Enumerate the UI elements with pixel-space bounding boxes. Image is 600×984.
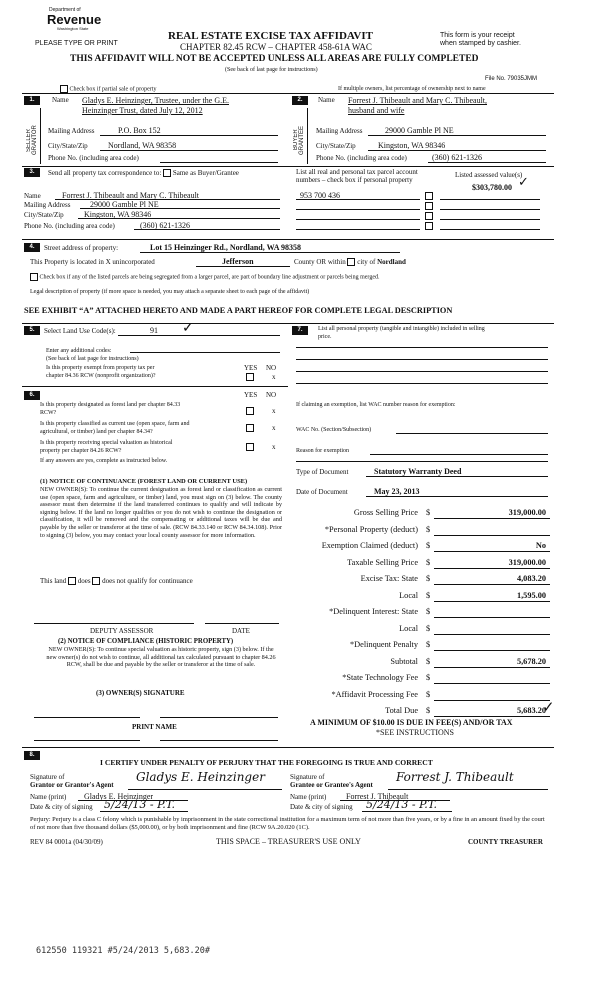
field-line xyxy=(434,535,550,536)
exempt-yes-checkbox[interactable] xyxy=(246,373,254,381)
field-line xyxy=(34,740,140,741)
fee-label: *Personal Property (deduct) xyxy=(324,524,418,534)
parcel-note-2: numbers – check box if personal property xyxy=(296,176,413,184)
exempt-no-x: x xyxy=(272,373,276,381)
seller-city: Nordland, WA 98358 xyxy=(108,141,177,150)
field-line xyxy=(366,476,548,477)
notice2-body: NEW OWNER(S): To continue special valuation as historic property, sign (3) below. If the new owner(s) do not wish to continue, all additional tax calculated pursuant to chapter 84.26 RCW, shall be due and payable by the seller or transferor at the time of sale. xyxy=(46,646,276,669)
field-line xyxy=(434,617,550,618)
grantor-date: 5/24/13 - P.T. xyxy=(104,798,176,811)
s6-yes: YES xyxy=(244,391,258,399)
does-not-checkbox[interactable] xyxy=(92,577,100,585)
land-use-checkmark-icon: ✓ xyxy=(182,321,194,336)
legal-desc-note: Legal description of property (if more space is needed, you may attach a separate sheet to each page of the affidavit) xyxy=(30,289,310,295)
parcel-checkbox[interactable] xyxy=(425,222,433,230)
fee-row xyxy=(296,558,552,572)
field-line xyxy=(434,716,550,717)
fee-label: Subtotal xyxy=(390,656,418,666)
fee-value: 319,000.00 xyxy=(508,557,546,567)
s6-q2b: agricultural, or timber) land per chapter 84.34? xyxy=(40,429,153,435)
section-4-number: 4. xyxy=(24,243,40,252)
field-line xyxy=(134,229,280,230)
does-checkbox[interactable] xyxy=(68,577,76,585)
notice2-title: (2) NOTICE OF COMPLIANCE (HISTORIC PROPERTY) xyxy=(58,638,234,645)
street-address: Lot 15 Heinzinger Rd., Nordland, WA 98358 xyxy=(150,243,302,252)
parcel-checkbox[interactable] xyxy=(425,202,433,210)
field-line xyxy=(434,700,550,701)
wac-label: WAC No. (Section/Subsection) xyxy=(296,427,372,433)
total-checkmark-icon: ✓ xyxy=(542,700,555,716)
reason-label: Reason for exemption xyxy=(296,448,349,454)
field-line xyxy=(160,740,278,741)
additional-codes: Enter any additional codes: xyxy=(46,348,112,354)
grantor-sig-label-1: Signature of xyxy=(30,773,65,781)
fee-row xyxy=(296,690,552,704)
buyer-name-line2: husband and wife xyxy=(348,106,405,115)
s3-city: Kingston, WA 98346 xyxy=(84,210,152,219)
forest-yes-checkbox[interactable] xyxy=(246,407,254,415)
divider xyxy=(40,108,41,164)
section-7-number: 7. xyxy=(292,326,308,335)
rev-number: REV 84 0001a (04/30/09) xyxy=(30,838,103,846)
assessed-checkmark-icon: ✓ xyxy=(518,174,529,189)
grantee-sig-label-2: Grantee or Grantee's Agent xyxy=(290,781,373,789)
form-title: REAL ESTATE EXCISE TAX AFFIDAVIT xyxy=(168,30,373,42)
field-line xyxy=(434,568,550,569)
divider xyxy=(22,323,554,324)
personal-prop-1: List all personal property (tangible and intangible) included in selling xyxy=(318,326,485,332)
section-2-number: 2. xyxy=(292,96,308,105)
field-line xyxy=(296,229,420,230)
divider xyxy=(22,747,554,748)
s5-no: NO xyxy=(266,364,277,372)
warning-line: THIS AFFIDAVIT WILL NOT BE ACCEPTED UNLESS ALL AREAS ARE FULLY COMPLETED xyxy=(70,54,479,64)
fee-dollar-sign: $ xyxy=(426,508,431,517)
fee-label: *State Technology Fee xyxy=(342,673,418,682)
fee-value: 4,083.20 xyxy=(516,574,546,583)
parcel-checkbox[interactable] xyxy=(425,212,433,220)
divider xyxy=(307,108,308,164)
s5-see-back: (See back of last page for instructions) xyxy=(46,356,139,362)
send-to-text: Send all property tax correspondence to: xyxy=(48,169,162,177)
exhibit-line: SEE EXHIBIT “A” ATTACHED HERETO AND MADE A PART HEREOF FOR COMPLETE LEGAL DESCRIPTION xyxy=(24,306,453,315)
field-line xyxy=(80,208,280,209)
deputy-assessor: DEPUTY ASSESSOR xyxy=(90,627,154,635)
fee-row xyxy=(296,640,552,654)
certify-line: I CERTIFY UNDER PENALTY OF PERJURY THAT THE FOREGOING IS TRUE AND CORRECT xyxy=(100,758,433,767)
field-line xyxy=(196,266,290,267)
field-line xyxy=(434,584,550,585)
fee-dollar-sign: $ xyxy=(426,656,431,666)
doc-type-label: Type of Document xyxy=(296,468,349,476)
dor-logo xyxy=(35,7,105,33)
fee-label: Excise Tax: State xyxy=(360,574,418,583)
segregated-checkbox[interactable] xyxy=(30,273,38,281)
logo-line1: Department of xyxy=(49,7,81,13)
county-or-row xyxy=(294,258,406,266)
fee-row xyxy=(296,541,552,555)
parcel-note-1: List all real and personal tax parcel account xyxy=(296,168,418,176)
seller-name-label: Name xyxy=(52,96,69,104)
seller-phone-label: Phone No. (including area code) xyxy=(48,154,139,162)
forest-no-x: x xyxy=(272,407,276,415)
current-use-yes-checkbox[interactable] xyxy=(246,424,254,432)
fee-dollar-sign: $ xyxy=(426,623,431,633)
field-line xyxy=(205,623,279,624)
field-line xyxy=(434,601,550,602)
s3-name-label: Name xyxy=(24,192,41,200)
deputy-date: DATE xyxy=(232,627,250,635)
section-5-number: 5. xyxy=(24,326,40,335)
see-back-note: (See back of last page for instructions) xyxy=(225,67,318,73)
receipt-note-2: when stamped by cashier. xyxy=(440,40,521,47)
field-line xyxy=(434,551,550,552)
field-line xyxy=(296,461,548,462)
s3-city-label: City/State/Zip xyxy=(24,211,64,219)
field-line xyxy=(34,717,140,718)
field-line xyxy=(296,347,548,348)
parcel-number: 953 700 436 xyxy=(300,191,340,200)
current-use-no-x: x xyxy=(272,424,276,432)
field-line xyxy=(100,150,278,151)
seller-mailing-label: Mailing Address xyxy=(48,127,95,135)
field-line xyxy=(440,219,540,220)
buyer-name-label: Name xyxy=(318,96,335,104)
owner-signature: (3) OWNER(S) SIGNATURE xyxy=(96,689,185,697)
same-as-buyer-label: Same as Buyer/Grantee xyxy=(172,169,239,177)
fee-row xyxy=(296,673,552,687)
fee-label: Local xyxy=(399,623,418,633)
historic-no-x: x xyxy=(272,443,276,451)
fee-row xyxy=(296,574,552,588)
city-name: Nordland xyxy=(377,258,406,266)
fee-dollar-sign: $ xyxy=(426,574,431,583)
s3-name: Forrest J. Thibeault and Mary C. Thibeault xyxy=(62,191,200,200)
field-line xyxy=(388,789,548,790)
grantor-name-label: Name (print) xyxy=(30,793,67,801)
does-label: does xyxy=(77,577,91,585)
fee-value: No xyxy=(535,541,546,550)
county-name: Jefferson xyxy=(222,257,254,266)
grantee-sig-label-1: Signature of xyxy=(290,773,325,781)
s3-phone-label: Phone No. (including area code) xyxy=(24,222,115,230)
section-8-number: 8. xyxy=(24,751,40,760)
s6-q3a: Is this property receiving special valuation as historical xyxy=(40,440,173,446)
s6-no: NO xyxy=(266,391,277,399)
fee-dollar-sign: $ xyxy=(426,689,431,699)
see-instructions: *SEE INSTRUCTIONS xyxy=(376,728,455,737)
seller-name-line2: Heinzinger Trust, dated July 12, 2012 xyxy=(82,106,203,115)
field-line xyxy=(440,199,540,200)
field-line xyxy=(296,219,420,220)
fee-dollar-sign: $ xyxy=(426,557,431,567)
county-or: County OR xyxy=(294,258,327,266)
notice1-title: (1) NOTICE OF CONTINUANCE (FOREST LAND OR CURRENT USE) xyxy=(40,478,248,485)
fee-dollar-sign: $ xyxy=(426,590,431,600)
same-as-buyer-checkbox[interactable] xyxy=(163,169,171,177)
located-pre: This Property is located in X unincorporated xyxy=(30,258,155,266)
segregated-label: Check box if any of the listed parcels are being segregated from a larger parcel, are part of boundary line adjustment or parcels being merged. xyxy=(39,274,380,281)
field-line xyxy=(55,199,280,200)
city-checkbox[interactable] xyxy=(347,258,355,266)
fee-dollar-sign: $ xyxy=(426,706,431,715)
fee-row xyxy=(296,525,552,539)
perjury-body: Perjury: Perjury is a class C felony which is punishable by imprisonment in the state correctional institution for a maximum term of not more than five years, or by a fine in an amount fixed by the court of not more than five thousand dollars ($5,000.00), or by both imprisonment and fine (RCW 9A.20.020 (1C). xyxy=(30,816,545,831)
file-number: File No. 79035JMM xyxy=(485,76,538,82)
field-line xyxy=(396,433,548,434)
within-label: within xyxy=(327,258,346,266)
logo-line2: Revenue xyxy=(47,12,102,27)
grantor-date-label: Date & city of signing xyxy=(30,803,93,811)
field-line xyxy=(370,454,548,455)
seller-side-label: SELLER GRANTOR xyxy=(26,125,38,155)
assessed-label: Listed assessed value(s) xyxy=(455,171,523,179)
answer-note: If any answers are yes, complete as instructed below. xyxy=(40,458,168,464)
divider xyxy=(22,93,554,94)
fee-row xyxy=(296,607,552,621)
this-land-row xyxy=(40,577,193,585)
field-line xyxy=(440,209,540,210)
fee-value: 319,000.00 xyxy=(508,508,546,517)
fee-label: *Delinquent Penalty xyxy=(350,640,418,649)
grantor-sig-label-2: Grantor or Grantor's Agent xyxy=(30,781,114,789)
field-line xyxy=(362,811,452,812)
fee-label: Exemption Claimed (deduct) xyxy=(321,541,418,550)
land-use-code: 91 xyxy=(150,326,158,335)
grantee-name-label: Name (print) xyxy=(290,793,327,801)
field-line xyxy=(296,359,548,360)
buyer-city: Kingston, WA 98346 xyxy=(378,141,446,150)
assessed-value: $303,780.00 xyxy=(472,183,512,192)
field-line xyxy=(368,150,546,151)
minimum-fee-note: A MINIMUM OF $10.00 IS DUE IN FEE(S) AND/OR TAX xyxy=(310,718,513,727)
buyer-side-label: BUYER GRANTEE xyxy=(293,125,305,155)
fee-label: Total Due xyxy=(385,706,418,715)
please-type: PLEASE TYPE OR PRINT xyxy=(35,40,118,47)
personal-prop-2: price. xyxy=(318,334,332,340)
buyer-phone: (360) 621-1326 xyxy=(432,153,482,162)
section-1-number: 1. xyxy=(24,96,40,105)
field-line xyxy=(368,135,546,136)
seller-city-label: City/State/Zip xyxy=(48,142,88,150)
seller-name-line1: Gladys E. Heinzinger, Trustee, under the G.E. xyxy=(82,96,229,105)
buyer-mailing-label: Mailing Address xyxy=(316,127,363,135)
field-line xyxy=(118,335,280,336)
fee-dollar-sign: $ xyxy=(426,673,431,682)
doc-date: May 23, 2013 xyxy=(374,487,420,496)
s3-mailing-label: Mailing Address xyxy=(24,201,71,209)
section-3-number: 3. xyxy=(24,168,40,177)
fee-row xyxy=(296,591,552,605)
fee-value: 1,595.00 xyxy=(516,590,546,600)
send-to-label xyxy=(48,169,239,177)
fee-dollar-sign: $ xyxy=(426,524,431,534)
doc-type: Statutory Warranty Deed xyxy=(374,467,462,476)
seller-mailing: P.O. Box 152 xyxy=(118,126,161,135)
field-line xyxy=(366,496,548,497)
divider xyxy=(22,239,554,240)
fee-dollar-sign: $ xyxy=(426,640,431,649)
fee-value: 5,683.20 xyxy=(516,706,546,715)
buyer-phone-label: Phone No. (including area code) xyxy=(316,154,407,162)
grantee-signature: Forrest J. Thibeault xyxy=(396,770,514,784)
fee-label: Taxable Selling Price xyxy=(347,557,418,567)
city-of-label: city of xyxy=(357,258,376,266)
field-line xyxy=(100,811,188,812)
field-line xyxy=(434,667,550,668)
field-line xyxy=(296,209,420,210)
field-line xyxy=(296,371,548,372)
divider xyxy=(22,166,554,167)
treasurer-space: THIS SPACE – TREASURER'S USE ONLY xyxy=(216,837,361,846)
parcel-checkbox[interactable] xyxy=(425,192,433,200)
s6-q1a: Is this property designated as forest land per chapter 84.33 xyxy=(40,402,181,408)
logo-line3: Washington State xyxy=(57,26,89,31)
segregated-row xyxy=(30,273,550,281)
field-line xyxy=(440,229,540,230)
grantor-signature: Gladys E. Heinzinger xyxy=(136,770,265,784)
chapter-line: CHAPTER 82.45 RCW – CHAPTER 458-61A WAC xyxy=(180,42,372,52)
fee-row xyxy=(296,508,552,522)
notice1-body: NEW OWNER(S): To continue the current designation as forest land or classification as current use (open space, farm and agriculture, or timber) land, you must sign on (3) below. The county assessor must then determine if the land transferred continues to qualify and will indicate by signing below. If the land no longer qualifies or you do not wish to continue the designation or classification, it will be removed and the compensating or additional taxes will be due and payable by the seller or transferor at the time of sale. (RCW 84.33.140 or RCW 84.34.108). Prior to signing (3) below, you may contact your local county assessor for more information. xyxy=(40,486,282,539)
field-line xyxy=(100,135,278,136)
land-use-label: Select Land Use Code(s): xyxy=(44,327,116,335)
buyer-city-label: City/State/Zip xyxy=(316,142,356,150)
s5-yes: YES xyxy=(244,364,258,372)
fee-row xyxy=(296,657,552,671)
grantor-name: Gladys E. Heinzinger xyxy=(84,792,154,801)
buyer-mailing: 29000 Gamble Pl NE xyxy=(385,126,454,135)
s6-q1b: RCW? xyxy=(40,410,57,416)
historic-yes-checkbox[interactable] xyxy=(246,443,254,451)
buyer-name-line1: Forrest J. Thibeault and Mary C. Thibeault, xyxy=(348,96,488,105)
fee-row xyxy=(296,624,552,638)
fee-value: 5,678.20 xyxy=(516,656,546,666)
field-line xyxy=(160,717,278,718)
county-treasurer: COUNTY TREASURER xyxy=(468,838,543,846)
fee-label: *Delinquent Interest: State xyxy=(329,607,418,616)
grantee-date: 5/24/13 - P.T. xyxy=(366,798,438,811)
print-name: PRINT NAME xyxy=(132,723,177,731)
field-line xyxy=(160,162,278,163)
fee-label: Gross Selling Price xyxy=(353,508,418,517)
field-line xyxy=(434,650,550,651)
field-line xyxy=(34,623,194,624)
field-line xyxy=(434,634,550,635)
field-line xyxy=(130,352,280,353)
exempt-q1: Is this property exempt from property tax per xyxy=(46,365,155,371)
s3-mailing: 29000 Gamble Pl NE xyxy=(90,200,159,209)
section-6-number: 6. xyxy=(24,391,40,400)
street-label: Street address of property: xyxy=(44,244,119,252)
fee-dollar-sign: $ xyxy=(426,541,431,550)
fee-label: *Affidavit Processing Fee xyxy=(331,689,418,699)
cashier-stamp: 612550 119321 #5/24/2013 5,683.20# xyxy=(36,946,210,956)
perjury-text xyxy=(30,816,550,832)
multiple-owners-note: If multiple owners, list percentage of ownership next to name xyxy=(338,86,486,92)
this-land-label: This land xyxy=(40,577,67,585)
exempt-q2: chapter 84.36 RCW (nonprofit organization)? xyxy=(46,373,156,379)
s6-q2a: Is this property classified as current use (open space, farm and xyxy=(40,421,190,427)
s6-q3b: property per chapter 84.26 RCW? xyxy=(40,448,122,454)
partial-sale-label: Check box if partial sale of property xyxy=(69,86,157,93)
field-line xyxy=(296,383,548,384)
does-not-label: does not qualify for continuance xyxy=(102,577,193,585)
field-line xyxy=(434,683,550,684)
fee-label: Local xyxy=(399,590,418,600)
receipt-note-1: This form is your receipt xyxy=(440,32,515,39)
fee-dollar-sign: $ xyxy=(426,607,431,616)
field-line xyxy=(296,199,420,200)
field-line xyxy=(78,218,280,219)
doc-date-label: Date of Document xyxy=(296,488,348,496)
field-line xyxy=(428,162,546,163)
grantee-date-label: Date & city of signing xyxy=(290,803,353,811)
s3-phone: (360) 621-1326 xyxy=(140,221,190,230)
partial-sale-checkbox[interactable] xyxy=(60,85,68,93)
divider xyxy=(22,386,288,387)
field-line xyxy=(140,252,400,253)
exemption-note: If claiming an exemption, list WAC number reason for exemption: xyxy=(296,402,456,408)
field-line xyxy=(434,518,550,519)
field-line xyxy=(128,789,282,790)
grantee-name: Forrest J. Thibeault xyxy=(346,792,409,801)
